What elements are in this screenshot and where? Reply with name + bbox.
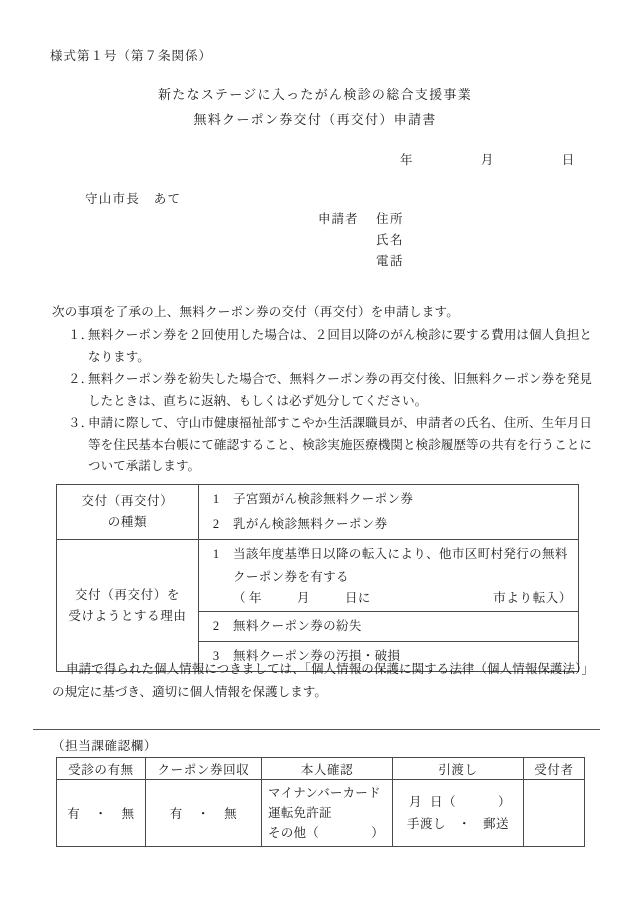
terms-list bbox=[52, 325, 592, 479]
handover-method-mail[interactable]: 郵送 bbox=[483, 817, 510, 831]
term-text: 申請に際して、守山市健康福祉部すこやか生活課職員が、申請者の氏名、住所、生年月日等を住民基本台帳にて確認すること、検診実施医療機関と検診履歴等の共有を行うことについて承諾します。 bbox=[88, 416, 592, 473]
option-text: 無料クーポン券の紛失 bbox=[233, 619, 362, 633]
privacy-notice-line-2: 保護法）」の規定に基づき、適切に個人情報を保護します。 bbox=[52, 662, 594, 699]
reason-option-2 bbox=[199, 614, 578, 639]
applicant-label: 申請者 bbox=[318, 212, 359, 226]
identity-option-other-close: ） bbox=[371, 826, 384, 840]
date-month-label: 月 bbox=[480, 153, 495, 167]
applicant-block bbox=[318, 209, 404, 272]
handover-date-line[interactable] bbox=[393, 791, 523, 813]
option-number: 1 bbox=[212, 492, 220, 506]
transfer-from-city-label: 市より転入） bbox=[493, 591, 572, 605]
option-text: 乳がん検診無料クーポン券 bbox=[233, 517, 388, 531]
date-line bbox=[400, 150, 575, 168]
identity-option-other-label: その他（ bbox=[268, 826, 320, 840]
handover-content bbox=[393, 791, 523, 835]
coupon-collection-choice bbox=[146, 804, 261, 822]
choice-separator: ・ bbox=[94, 807, 108, 821]
transfer-left-group bbox=[233, 588, 371, 609]
header-screening-status: 受診の有無 bbox=[57, 758, 146, 780]
term-item bbox=[52, 413, 592, 478]
applicant-spacer bbox=[318, 230, 376, 251]
handover-method-in-person[interactable]: 手渡し bbox=[406, 817, 446, 831]
reason-option-1-cell[interactable] bbox=[199, 540, 579, 612]
option-number: 1 bbox=[212, 547, 220, 561]
coupon-type-label-line-1: 交付（再交付） bbox=[81, 494, 174, 508]
section-divider bbox=[33, 729, 600, 730]
staff-table-header-row bbox=[57, 758, 585, 780]
screening-status-choice bbox=[57, 804, 145, 822]
cell-coupon-collection[interactable] bbox=[146, 780, 262, 847]
applicant-row-name bbox=[318, 230, 404, 251]
staff-section-caption: （担当課確認欄） bbox=[52, 739, 158, 753]
applicant-spacer bbox=[318, 251, 376, 272]
term-number: １． bbox=[68, 328, 94, 342]
privacy-notice-line-1: 申請で得られた個人情報につきましては、「個人情報の保護に関する法律（個人情報 bbox=[66, 662, 538, 676]
reason-option-1 bbox=[199, 542, 578, 567]
option-number: 2 bbox=[212, 619, 220, 633]
applicant-address-label: 住所 bbox=[376, 212, 405, 226]
identity-option-drivers-license[interactable]: 運転免許証 bbox=[268, 806, 332, 820]
option-number: 3 bbox=[212, 649, 220, 663]
date-year-label: 年 bbox=[400, 153, 414, 167]
option-text: 当該年度基準日以降の転入により、他市区町村発行の無料 bbox=[233, 547, 568, 561]
screening-status-no[interactable]: 無 bbox=[121, 807, 135, 821]
privacy-notice bbox=[52, 658, 594, 704]
screening-status-yes[interactable]: 有 bbox=[67, 807, 81, 821]
applicant-phone-label: 電話 bbox=[376, 254, 405, 268]
identity-option-other[interactable] bbox=[268, 823, 388, 843]
handover-day-label: 日（ bbox=[429, 795, 456, 809]
transfer-open-paren: （ bbox=[233, 591, 246, 605]
title-line-1: 新たなステージに入ったがん検診の総合支援事業 bbox=[157, 87, 473, 102]
header-handover: 引渡し bbox=[393, 758, 524, 780]
coupon-type-option-1[interactable] bbox=[199, 487, 578, 512]
header-receptionist: 受付者 bbox=[524, 758, 585, 780]
reason-row-1 bbox=[57, 540, 579, 612]
reason-label-line-1: 交付（再交付）を bbox=[74, 587, 180, 602]
coupon-type-label-line-2: の種類 bbox=[107, 515, 148, 529]
transfer-fill-in-line[interactable] bbox=[199, 588, 578, 609]
choice-separator: ・ bbox=[457, 817, 471, 831]
reason-option-1-continued: クーポン券を有する bbox=[233, 570, 349, 584]
option-text: 子宮頸がん検診無料クーポン券 bbox=[233, 492, 414, 506]
coupon-collection-no[interactable]: 無 bbox=[224, 807, 238, 821]
title-line-2: 無料クーポン券交付（再交付）申請書 bbox=[193, 112, 437, 127]
reason-label-line-2: 受けようとする理由 bbox=[68, 608, 187, 623]
reason-label-cell bbox=[57, 540, 199, 672]
coupon-type-row bbox=[57, 485, 579, 540]
addressee: 守山市長 あて bbox=[85, 192, 182, 206]
applicant-row-phone bbox=[318, 251, 404, 272]
term-number: ３． bbox=[68, 416, 94, 430]
cell-handover[interactable] bbox=[393, 780, 524, 847]
form-number: 様式第１号（第７条関係） bbox=[50, 49, 213, 63]
staff-verification-table bbox=[56, 757, 585, 847]
coupon-collection-yes[interactable]: 有 bbox=[169, 807, 183, 821]
option-text: 無料クーポン券の汚損・破損 bbox=[233, 649, 401, 663]
title-block bbox=[0, 88, 630, 126]
header-coupon-collection: クーポン券回収 bbox=[146, 758, 262, 780]
coupon-type-label-cell bbox=[57, 485, 199, 540]
coupon-type-option-2[interactable] bbox=[199, 512, 578, 537]
transfer-year-label: 年 bbox=[249, 591, 262, 605]
term-item bbox=[52, 369, 592, 412]
lead-sentence: 次の事項を了承の上、無料クーポン券の交付（再交付）を申請します。 bbox=[52, 305, 460, 319]
choice-separator: ・ bbox=[196, 807, 211, 821]
reason-option-2-cell[interactable] bbox=[199, 612, 579, 642]
transfer-month-label: 月 bbox=[297, 591, 310, 605]
handover-method-line bbox=[393, 813, 523, 835]
date-day-label: 日 bbox=[561, 153, 575, 167]
handover-month-label: 月 bbox=[408, 795, 422, 809]
handover-date-gap bbox=[464, 791, 490, 813]
term-number: ２． bbox=[68, 372, 94, 386]
cell-screening-status[interactable] bbox=[57, 780, 146, 847]
coupon-type-options-cell bbox=[199, 485, 579, 540]
header-identity-check: 本人確認 bbox=[262, 758, 393, 780]
term-text: 無料クーポン券を紛失した場合で、無料クーポン券の再交付後、旧無料クーポン券を発見したときは、直ちに返納、もしくは必ず処分してください。 bbox=[88, 372, 592, 408]
applicant-name-label: 氏名 bbox=[376, 233, 405, 247]
cell-receptionist[interactable] bbox=[524, 780, 585, 847]
identity-option-mynumber[interactable]: マイナンバーカード bbox=[268, 786, 381, 800]
term-item bbox=[52, 325, 592, 368]
staff-table-body-row bbox=[57, 780, 585, 847]
application-table bbox=[56, 484, 579, 672]
transfer-day-label: 日に bbox=[345, 591, 371, 605]
option-number: 2 bbox=[212, 517, 220, 531]
applicant-row-address bbox=[318, 209, 404, 230]
handover-close-paren: ） bbox=[498, 795, 512, 809]
cell-identity-check[interactable] bbox=[262, 780, 393, 847]
term-text: 無料クーポン券を２回使用した場合は、２回目以降のがん検診に要する費用は個人負担となります。 bbox=[88, 328, 592, 364]
identity-check-options bbox=[262, 780, 392, 846]
